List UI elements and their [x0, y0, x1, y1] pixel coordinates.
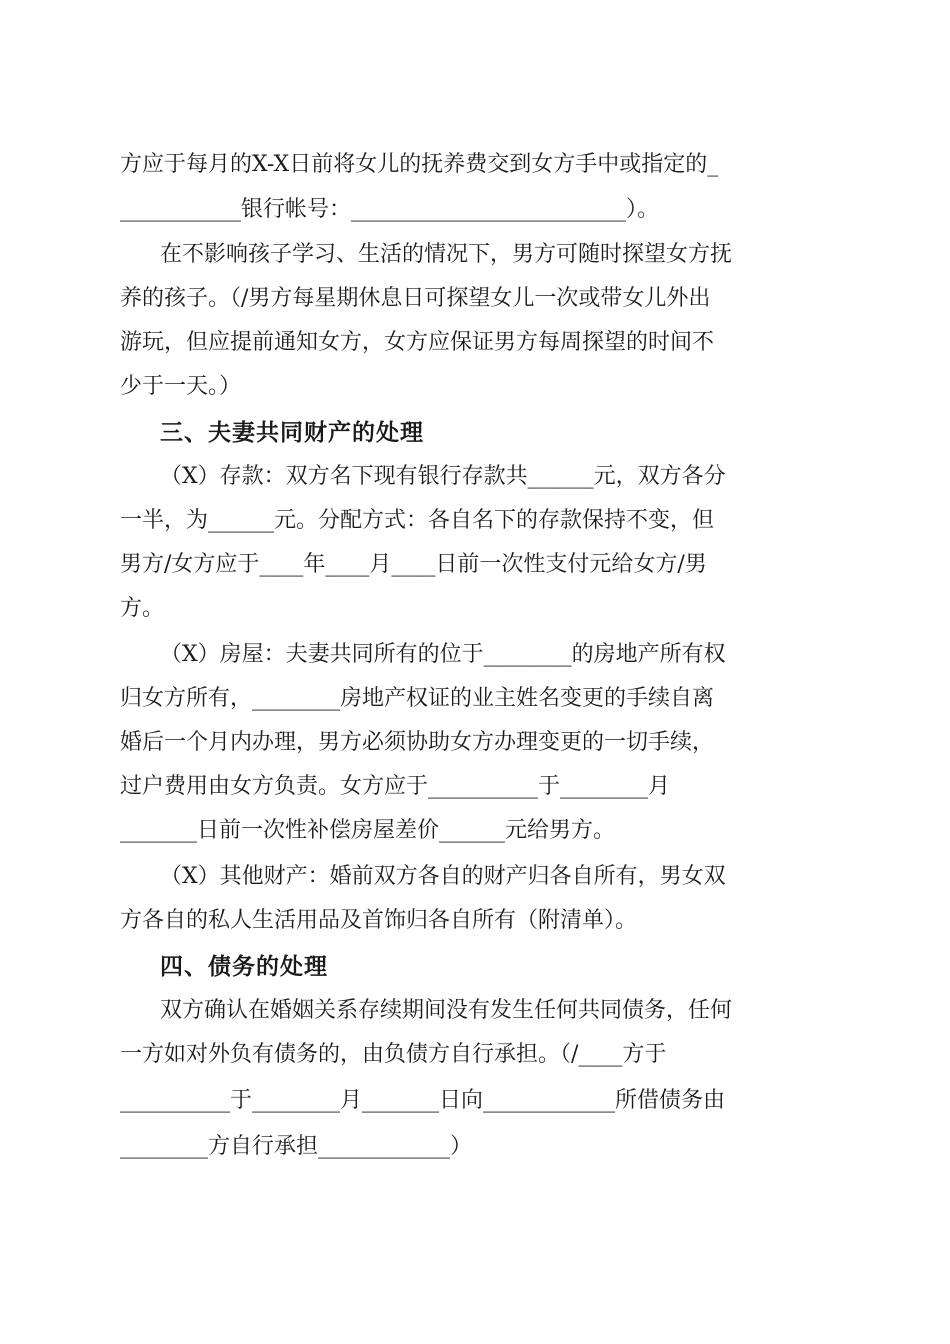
debts-line-3: __________于________月_______日向____________所借债务由 — [120, 1088, 726, 1113]
deposits-line-1: （X）存款：双方名下现有银行存款共______元，双方各分 — [160, 464, 726, 489]
house-line-3: 婚后一个月内办理，男方必须协助女方办理变更的一切手续， — [120, 730, 715, 755]
other-property-line-1: （X）其他财产：婚前双方各自的财产归各自所有，男女双 — [160, 864, 726, 889]
house-line-5: _______日前一次性补偿房屋差价______元给男方。 — [120, 818, 616, 843]
support-payment-line-1: 方应于每月的X-X日前将女儿的抚养费交到女方手中或指定的_ — [120, 152, 719, 177]
visitation-line-3: 游玩，但应提前通知女方，女方应保证男方每周探望的时间不 — [120, 330, 715, 355]
section-4-heading: 四、债务的处理 — [160, 954, 328, 980]
debts-line-4: ________方自行承担____________） — [120, 1134, 473, 1159]
visitation-line-2: 养的孩子。（/男方每星期休息日可探望女儿一次或带女儿外出 — [120, 286, 711, 311]
visitation-line-4: 少于一天。） — [120, 374, 242, 399]
house-line-2: 归女方所有，________房地产权证的业主姓名变更的手续自离 — [120, 686, 715, 711]
deposits-line-3: 男方/女方应于____年____月____日前一次性支付元给女方/男 — [120, 552, 707, 577]
house-line-1: （X）房屋：夫妻共同所有的位于________的房地产所有权 — [160, 642, 726, 667]
house-line-4: 过户费用由女方负责。女方应于__________于________月 — [120, 774, 671, 799]
section-3-heading: 三、夫妻共同财产的处理 — [160, 420, 424, 446]
visitation-line-1: 在不影响孩子学习、生活的情况下，男方可随时探望女方抚 — [160, 242, 733, 267]
other-property-line-2: 方各自的私人生活用品及首饰归各自所有（附清单）。 — [120, 908, 638, 933]
deposits-line-2: 一半，为______元。分配方式：各自名下的存款保持不变，但 — [120, 508, 715, 533]
support-payment-line-2: ___________银行帐号：_________________________）。 — [120, 197, 660, 222]
debts-line-2: 一方如对外负有债务的，由负债方自行承担。（/____方于 — [120, 1042, 667, 1067]
debts-line-1: 双方确认在婚姻关系存续期间没有发生任何共同债务，任何 — [160, 998, 733, 1023]
deposits-line-4: 方。 — [120, 596, 165, 621]
